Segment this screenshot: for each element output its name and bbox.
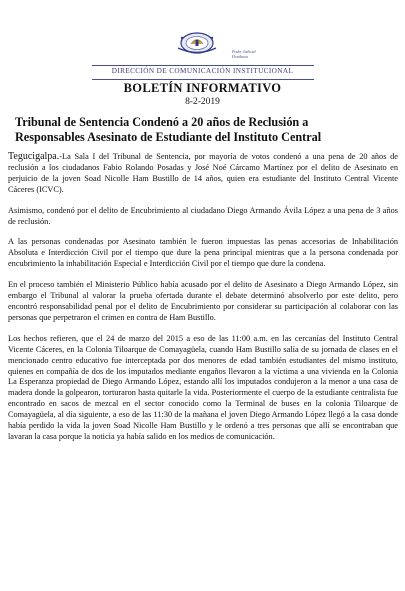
bulletin-date: 8-2-2019 <box>185 97 220 107</box>
headline-line1: Tribunal de Sentencia Condenó a 20 años de Reclusión a <box>15 115 309 129</box>
paragraph-4: En el proceso también el Ministerio Público había acusado por el delito de Asesinato a Diego Armando López, sin embargo el Tribunal al valorar la prueba ofertada durante el debate determinó absolverlo por este delito, pero encontró responsabilidad penal por el delito de Encubrimiento por considerar su participación al colaborar con las personas que perpetraron el crimen en contra de Ham Bustillo. <box>8 280 398 322</box>
logo-caption-line2: Honduras <box>232 54 249 59</box>
paragraph-1-text: -La Sala I del Tribunal de Sentencia, por mayoría de votos condenó a una pena de 20 años de reclusión a los ciudadanos Fabio Rolando Posadas y José Noé Cárcamo Martínez por el delito de Asesinato en perjuicio de la joven Soad Nicolle Ham Bustillo de 14 años, quien era estudiante del Instituto Central Vicente Cáceres (ICVC). <box>8 152 398 194</box>
department-name: DIRECCIÓN DE COMUNICACIÓN INSTITUCIONAL <box>111 67 294 75</box>
header-divider-top <box>92 65 314 66</box>
logo-caption <box>232 49 256 59</box>
header-divider-bottom <box>92 79 314 80</box>
paragraph-2: Asimismo, condenó por el delito de Encubrimiento al ciudadano Diego Armando Ávila López a una pena de 3 años de reclusión. <box>8 205 398 226</box>
lead-city: Tegucigalpa. <box>8 151 60 162</box>
bulletin-title: BOLETÍN INFORMATIVO <box>123 81 282 95</box>
article-body <box>8 152 398 453</box>
judicial-branch-logo-icon <box>170 26 224 56</box>
headline-line2: Responsables Asesinato de Estudiante del Instituto Central <box>15 130 322 144</box>
headline <box>15 115 395 145</box>
logo-caption-line1: Poder Judicial <box>232 49 256 54</box>
paragraph-3: A las personas condenadas por Asesinato también le fueron impuestas las penas accesorias de Inhabilitación Absoluta e Interdicción Civil por el tiempo que dure la pena principal mientras que a la persona condenada por encubrimiento la inhabilitación Especial e Interdicción Civil por el tiempo que dure la condena. <box>8 237 398 269</box>
paragraph-1 <box>8 152 398 196</box>
paragraph-5: Los hechos refieren, que el 24 de marzo del 2015 a eso de las 11:00 a.m. en las cercanías del Instituto Central Vicente Cáceres, en la Colonia Tiloarque de Comayagüela, cuando Ham Bustillo salía de su jornada de clases en el mencionado centro educativo fue interceptada por dos menores de edad también estudiantes del mismo instituto, quienes en compañía de dos de los imputados mediante engaños llevaron a la víctima a una vivienda en la Colonia La Esperanza propiedad de Diego Armando López, estando allí los imputados condujeron a la menor a una casa de madera donde la golpearon, torturaron hasta quitarle la vida. Posteriormente el cuerpo de la estudiante centralista fue encontrado en sacos de mezcal en el sector conocido como la Terminal de buses en la colonia Tiloarque de Comayagüela, al día siguiente, a eso de las 11:30 de la mañana el joven Diego Armando López llegó a la casa donde había perdido la vida la joven Soad Nicolle Ham Bustillo y le ordenó a tres personas que allí se encontraban que lavaran la casa porque la noticia ya había salido en los medios de comunicación. <box>8 333 398 441</box>
